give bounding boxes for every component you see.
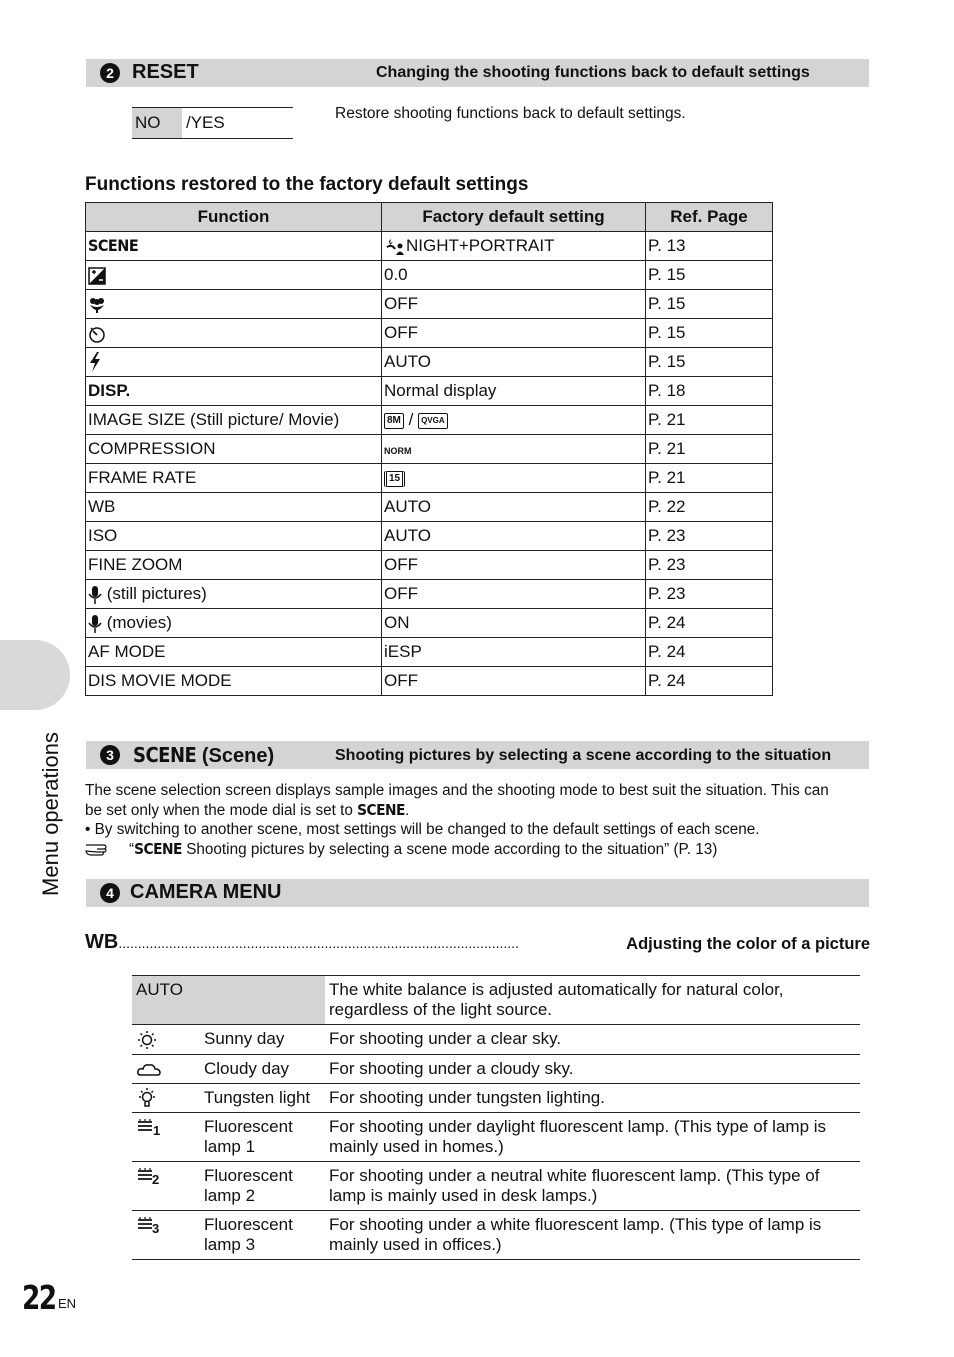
table-row: [86, 232, 773, 261]
wb-mode-name: Sunny day: [200, 1025, 325, 1055]
function-name: FRAME RATE: [86, 464, 382, 493]
header-ref: Ref. Page: [646, 203, 773, 232]
factory-defaults-heading: Functions restored to the factory default settings: [85, 174, 529, 195]
table-row: [132, 1083, 860, 1113]
scene-icon: SCENE: [88, 236, 139, 255]
table-row: [86, 493, 773, 522]
table-row: [132, 1025, 860, 1055]
function-name: WB: [86, 493, 382, 522]
scene-paragraph-line1: The scene selection screen displays sample images and the shooting mode to best suit the situation. This can: [85, 782, 829, 799]
svg-text:3: 3: [152, 1220, 160, 1236]
microphone-icon: [88, 586, 102, 604]
reset-number-badge: 2: [100, 63, 120, 83]
wb-dots: .......................................................................................................: [118, 935, 519, 951]
default-value: iESP: [382, 638, 646, 667]
scene-ref-icon: SCENE: [134, 839, 182, 858]
fluorescent-3-icon: [136, 1216, 162, 1236]
side-tab-label: Menu operations: [38, 732, 63, 896]
ref-page: P. 15: [646, 261, 773, 290]
frame-rate-15-icon: 15: [384, 471, 405, 487]
qvga-icon: QVGA: [418, 413, 448, 429]
table-row: [86, 667, 773, 696]
table-row: [132, 1211, 860, 1260]
svg-text:1: 1: [153, 1122, 161, 1138]
default-value: OFF: [382, 290, 646, 319]
wb-mode-desc: For shooting under daylight fluorescent lamp. (This type of lamp is mainly used in homes.): [325, 1113, 860, 1162]
microphone-icon: [88, 615, 102, 633]
reset-subtitle: Changing the shooting functions back to default settings: [376, 64, 810, 81]
default-value: OFF: [382, 319, 646, 348]
default-value: ON: [382, 609, 646, 638]
function-name: (still pictures): [102, 584, 207, 603]
table-row: [86, 464, 773, 493]
function-name: COMPRESSION: [86, 435, 382, 464]
cloudy-icon: [136, 1060, 162, 1078]
table-header-row: [86, 203, 773, 232]
night-portrait-icon: [384, 238, 406, 256]
table-row: [86, 377, 773, 406]
ref-page: P. 18: [646, 377, 773, 406]
wb-mode-name: Fluorescent lamp 2: [200, 1162, 325, 1211]
function-name: AF MODE: [86, 638, 382, 667]
wb-mode-name: Cloudy day: [200, 1054, 325, 1083]
table-row: [132, 1113, 860, 1162]
page-number: 22: [22, 1278, 56, 1317]
table-row: [86, 551, 773, 580]
table-row: [132, 1162, 860, 1211]
ref-page: P. 22: [646, 493, 773, 522]
default-value: AUTO: [382, 348, 646, 377]
fluorescent-2-icon: [136, 1167, 162, 1187]
scene-mode-icon: SCENE: [357, 800, 405, 819]
table-row: [86, 406, 773, 435]
scene-number-badge: 3: [100, 745, 120, 765]
normal-compression-icon: NORM: [384, 446, 412, 456]
default-value: OFF: [382, 667, 646, 696]
wb-mode-auto: AUTO: [132, 976, 200, 1025]
wb-mode-desc: For shooting under a white fluorescent lamp. (This type of lamp is mainly used in offices.): [325, 1211, 860, 1260]
ref-page: P. 24: [646, 609, 773, 638]
white-balance-table: [132, 975, 860, 1260]
default-value: NIGHT+PORTRAIT: [406, 236, 555, 255]
ref-page: P. 24: [646, 667, 773, 696]
ref-page: P. 23: [646, 580, 773, 609]
table-row: [132, 976, 860, 1025]
reset-description: Restore shooting functions back to default settings.: [335, 105, 686, 122]
wb-mode-name: Tungsten light: [200, 1083, 325, 1113]
scene-title-word: SCENE: [133, 743, 197, 767]
header-default: Factory default setting: [382, 203, 646, 232]
ref-page: P. 23: [646, 551, 773, 580]
scene-title: [133, 743, 274, 768]
wb-subtitle: Adjusting the color of a picture: [622, 935, 870, 954]
language-code: EN: [58, 1296, 77, 1311]
self-timer-icon: [88, 325, 106, 343]
function-name: FINE ZOOM: [86, 551, 382, 580]
table-row: [86, 638, 773, 667]
ref-page: P. 24: [646, 638, 773, 667]
scene-bullet: • By switching to another scene, most settings will be changed to the default settings of each scene.: [85, 821, 760, 838]
table-row: [86, 609, 773, 638]
default-value: OFF: [382, 580, 646, 609]
exposure-compensation-icon: [88, 267, 106, 285]
ref-page: P. 23: [646, 522, 773, 551]
factory-defaults-table: [85, 202, 773, 696]
table-row: [86, 435, 773, 464]
ref-page: P. 21: [646, 406, 773, 435]
fluorescent-1-icon: [136, 1118, 162, 1138]
camera-menu-title: CAMERA MENU: [130, 881, 282, 903]
function-name: IMAGE SIZE (Still picture/ Movie): [86, 406, 382, 435]
image-size-8m-icon: 8M: [384, 413, 404, 429]
ref-page: P. 13: [646, 232, 773, 261]
macro-icon: [88, 296, 106, 314]
svg-text:2: 2: [152, 1171, 160, 1187]
wb-label: WB: [85, 931, 119, 953]
wb-mode-desc: For shooting under tungsten lighting.: [325, 1083, 860, 1113]
table-row: [86, 290, 773, 319]
default-value: AUTO: [382, 493, 646, 522]
scene-title-rest: (Scene): [196, 745, 275, 767]
default-value: OFF: [382, 551, 646, 580]
default-value: AUTO: [382, 522, 646, 551]
side-tab: [0, 640, 70, 710]
function-name: ISO: [86, 522, 382, 551]
flash-icon: [88, 352, 102, 372]
wb-mode-desc: For shooting under a neutral white fluorescent lamp. (This type of lamp is mainly used in desk lamps.): [325, 1162, 860, 1211]
wb-mode-name: Fluorescent lamp 3: [200, 1211, 325, 1260]
table-row: [86, 261, 773, 290]
wb-mode-name: [200, 976, 325, 1025]
table-row: [86, 319, 773, 348]
header-function: Function: [86, 203, 382, 232]
reset-option-no[interactable]: NO: [132, 108, 182, 138]
scene-paragraph: [85, 781, 875, 859]
ref-page: P. 15: [646, 348, 773, 377]
pointing-hand-icon: [85, 842, 115, 856]
ref-page: P. 15: [646, 290, 773, 319]
slash-text: /: [403, 410, 419, 429]
function-name: DIS MOVIE MODE: [86, 667, 382, 696]
function-name: DISP.: [86, 377, 382, 406]
sunny-icon: [136, 1030, 158, 1050]
wb-mode-desc: For shooting under a cloudy sky.: [325, 1054, 860, 1083]
reset-option-yes[interactable]: /YES: [186, 113, 225, 132]
camera-menu-number-badge: 4: [100, 883, 120, 903]
reset-option-box: [132, 107, 293, 139]
ref-page: P. 15: [646, 319, 773, 348]
default-value: 0.0: [382, 261, 646, 290]
ref-page: P. 21: [646, 464, 773, 493]
tungsten-icon: [136, 1088, 158, 1108]
wb-mode-desc: For shooting under a clear sky.: [325, 1025, 860, 1055]
table-row: [86, 348, 773, 377]
table-row: [86, 522, 773, 551]
scene-paragraph-line2: be set only when the mode dial is set to SCENE.: [85, 800, 410, 819]
scene-reference: “SCENE Shooting pictures by selecting a scene mode according to the situation” (P. 13): [85, 840, 875, 860]
ref-page: P. 21: [646, 435, 773, 464]
wb-mode-desc: The white balance is adjusted automatically for natural color, regardless of the light source.: [325, 976, 860, 1025]
scene-subtitle: Shooting pictures by selecting a scene according to the situation: [335, 747, 832, 764]
table-row: [86, 580, 773, 609]
function-name: (movies): [102, 613, 172, 632]
wb-mode-name: Fluorescent lamp 1: [200, 1113, 325, 1162]
reset-title: RESET: [132, 61, 199, 83]
table-row: [132, 1054, 860, 1083]
default-value: Normal display: [382, 377, 646, 406]
